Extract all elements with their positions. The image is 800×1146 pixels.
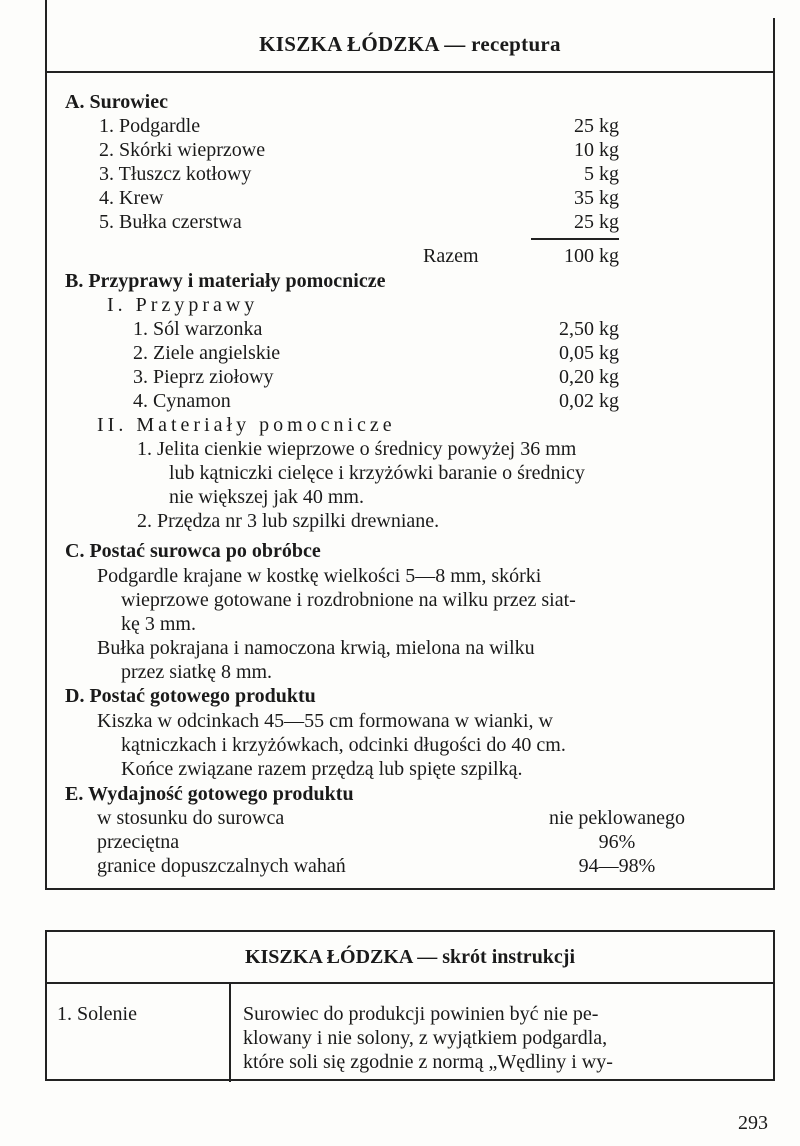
yield-value: nie peklowanego — [548, 807, 686, 829]
section-e-heading: E. Wydajność gotowego produktu — [65, 783, 354, 805]
section-c-line: Bułka pokrajana i namoczona krwią, mielona na wilku — [97, 637, 535, 659]
section-b-heading: B. Przyprawy i materiały pomocnicze — [65, 270, 386, 292]
spice-label: 4. Cynamon — [133, 390, 231, 412]
spice-value: 0,02 kg — [559, 390, 619, 412]
spice-label: 3. Pieprz ziołowy — [133, 366, 274, 388]
material-line: nie większej jak 40 mm. — [169, 486, 364, 508]
spice-label: 1. Sól warzonka — [133, 318, 263, 340]
section-a-item-label: 5. Bułka czerstwa — [99, 211, 242, 233]
section-d-line: Kiszka w odcinkach 45—55 cm formowana w wianki, w — [97, 710, 553, 732]
section-a-item-label: 2. Skórki wieprzowe — [99, 139, 266, 161]
bottom-rule — [45, 1079, 775, 1081]
spice-label: 2. Ziele angielskie — [133, 342, 281, 364]
top-left-frame-fragment — [45, 0, 47, 18]
material-line: 1. Jelita cienkie wieprzowe o średnicy powyżej 36 mm — [137, 438, 577, 460]
page-number: 293 — [738, 1112, 768, 1134]
section-a-item-value: 10 kg — [574, 139, 619, 161]
section-a-item-value: 5 kg — [584, 163, 619, 185]
section-a-item-label: 4. Krew — [99, 187, 164, 209]
yield-value: 94—98% — [578, 855, 656, 877]
section-c-line: wieprzowe gotowane i rozdrobnione na wilku przez siat- — [121, 589, 576, 611]
step-label: 1. Solenie — [57, 1003, 137, 1025]
section-d-heading: D. Postać gotowego produktu — [65, 685, 316, 707]
section-a-item-value: 25 kg — [574, 115, 619, 137]
total-label: Razem — [423, 245, 479, 267]
section-a-item-label: 1. Podgardle — [99, 115, 201, 137]
section-a-item-value: 25 kg — [574, 211, 619, 233]
instructions-table — [45, 930, 775, 1080]
material-line: lub kątniczki cielęce i krzyżówki baranie o średnicy — [169, 462, 585, 484]
step-text-line: które soli się zgodnie z normą „Wędliny i wy- — [243, 1051, 613, 1073]
spice-value: 2,50 kg — [559, 318, 619, 340]
section-d-line: kątniczkach i krzyżówkach, odcinki długości do 40 cm. — [121, 734, 566, 756]
section-a-item-label: 3. Tłuszcz kotłowy — [99, 163, 252, 185]
instructions-title: KISZKA ŁÓDZKA — skrót instrukcji — [47, 932, 773, 984]
section-c-line: kę 3 mm. — [121, 613, 196, 635]
section-a-item-value: 35 kg — [574, 187, 619, 209]
step-text-line: Surowiec do produkcji powinien być nie pe- — [243, 1003, 599, 1025]
yield-label: przeciętna — [97, 831, 180, 853]
section-c-line: przez siatkę 8 mm. — [121, 661, 273, 683]
yield-label: granice dopuszczalnych wahań — [97, 855, 346, 877]
total-value: 100 kg — [564, 245, 619, 267]
recipe-table — [45, 18, 775, 890]
section-b-sub1: I. Przyprawy — [107, 294, 259, 316]
column-divider — [229, 984, 231, 1082]
yield-label: w stosunku do surowca — [97, 807, 285, 829]
section-a-heading: A. Surowiec — [65, 91, 168, 113]
sum-rule — [531, 238, 619, 240]
step-text-line: klowany i nie solony, z wyjątkiem podgardla, — [243, 1027, 608, 1049]
section-d-line: Końce związane razem przędzą lub spięte szpilką. — [121, 758, 523, 780]
section-b-sub2: II. Materiały pomocnicze — [97, 414, 396, 436]
material-line: 2. Przędza nr 3 lub szpilki drewniane. — [137, 510, 440, 532]
section-c-heading: C. Postać surowca po obróbce — [65, 540, 321, 562]
spice-value: 0,05 kg — [559, 342, 619, 364]
yield-value: 96% — [598, 831, 636, 853]
section-c-line: Podgardle krajane w kostkę wielkości 5—8 mm, skórki — [97, 565, 542, 587]
spice-value: 0,20 kg — [559, 366, 619, 388]
recipe-title: KISZKA ŁÓDZKA — receptura — [47, 18, 773, 73]
